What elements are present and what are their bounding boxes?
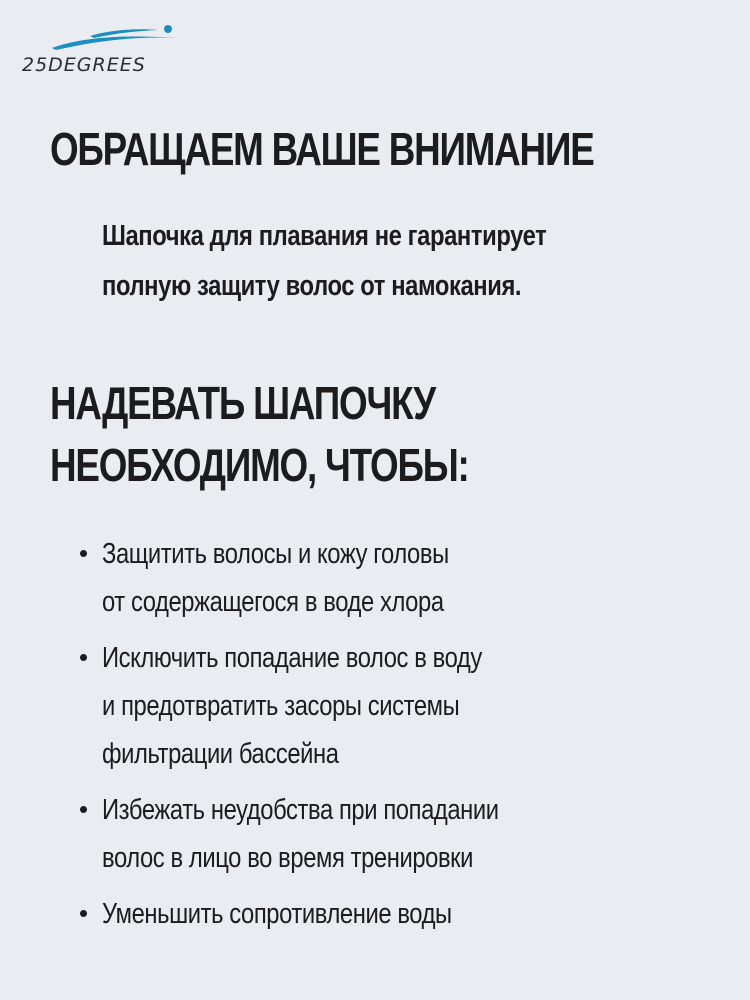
list-item-line: Исключить попадание волос в воду — [102, 642, 482, 674]
notice-text-line: Шапочка для плавания не гарантирует — [102, 220, 547, 252]
list-item-text — [102, 786, 499, 882]
purpose-heading — [50, 372, 469, 496]
bullet-icon — [80, 550, 87, 557]
list-item-text — [102, 890, 499, 938]
list-item-line: Защитить волосы и кожу головы — [102, 538, 449, 570]
purpose-heading-line: НЕОБХОДИМО, ЧТОБЫ: — [50, 439, 469, 491]
swimmer-icon — [50, 24, 180, 52]
list-item — [78, 786, 586, 882]
list-item-line: от содержащегося в воде хлора — [102, 586, 444, 618]
notice-text-line: полную защиту волос от намокания. — [102, 270, 522, 302]
notice-heading: ОБРАЩАЕМ ВАШЕ ВНИМАНИЕ — [50, 123, 594, 175]
list-item-line: Уменьшить сопротивление воды — [102, 898, 452, 930]
list-item-text — [102, 530, 499, 626]
list-item-line: и предотвратить засоры системы — [102, 690, 460, 722]
list-item — [78, 890, 586, 938]
bullet-icon — [80, 654, 87, 661]
list-item-line: фильтрации бассейна — [102, 738, 339, 770]
purpose-heading-line: НАДЕВАТЬ ШАПОЧКУ — [50, 377, 435, 429]
list-item — [78, 634, 586, 778]
purpose-list — [78, 530, 586, 946]
list-item-text — [102, 634, 499, 778]
notice-text — [102, 211, 610, 311]
bullet-icon — [80, 910, 87, 917]
list-item-line: волос в лицо во время тренировки — [102, 842, 474, 874]
list-item-line: Избежать неудобства при попадании — [102, 794, 499, 826]
list-item — [78, 530, 586, 626]
brand-name: 25DEGREES — [22, 54, 146, 76]
bullet-icon — [80, 806, 87, 813]
brand-logo — [22, 24, 182, 80]
